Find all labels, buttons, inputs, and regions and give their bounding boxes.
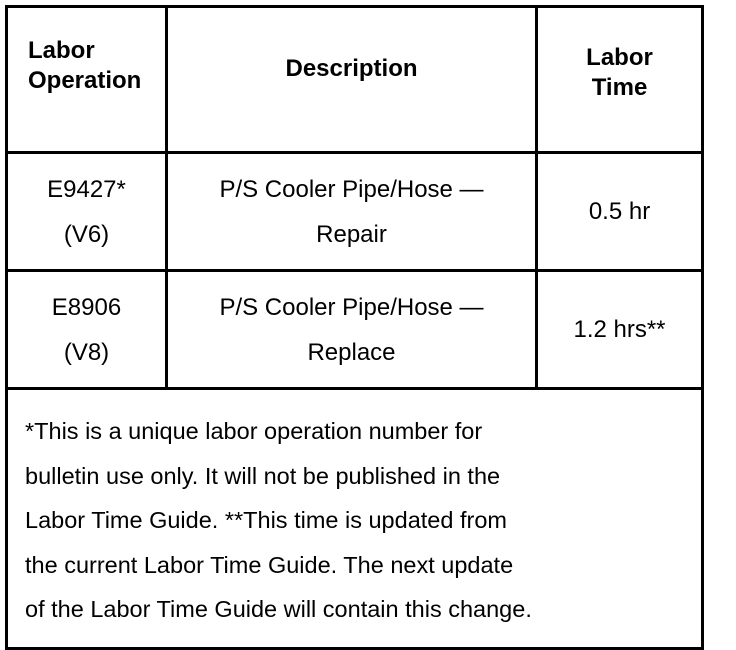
header-labor-time-line: Labor — [586, 43, 653, 71]
header-labor-time — [537, 7, 703, 153]
description-cell — [167, 271, 537, 389]
table-row — [7, 271, 703, 389]
labor-time-cell: 1.2 hrs** — [537, 271, 703, 389]
engine-type: (V6) — [63, 220, 110, 248]
header-labor-operation-line: Labor — [28, 36, 95, 64]
labor-operation-cell — [7, 271, 167, 389]
description-line: Repair — [316, 220, 387, 248]
header-labor-time-line: Time — [591, 73, 648, 101]
footnote-line: of the Labor Time Guide will contain this change. — [25, 596, 532, 622]
description-line: P/S Cooler Pipe/Hose — — [219, 293, 484, 321]
table-row — [7, 153, 703, 271]
engine-type: (V8) — [63, 338, 110, 366]
operation-code: E8906 — [51, 293, 122, 321]
operation-code: E9427* — [47, 175, 126, 203]
footnote-row — [7, 389, 703, 649]
header-labor-operation — [7, 7, 167, 153]
footnote-line: *This is a unique labor operation number for — [25, 418, 483, 444]
header-labor-operation-line: Operation — [28, 66, 142, 94]
footnote-line: Labor Time Guide. **This time is updated from — [25, 507, 507, 533]
labor-time-table — [5, 5, 704, 650]
table-header-row — [7, 7, 703, 153]
footnote-line: bulletin use only. It will not be published in the — [25, 462, 501, 489]
labor-time-cell: 0.5 hr — [537, 153, 703, 271]
footnote-line: the current Labor Time Guide. The next update — [25, 551, 514, 578]
description-line: P/S Cooler Pipe/Hose — — [219, 175, 484, 203]
header-description: Description — [167, 7, 537, 153]
footnote-cell — [7, 389, 703, 649]
labor-operation-cell — [7, 153, 167, 271]
description-cell — [167, 153, 537, 271]
description-line: Replace — [307, 338, 396, 366]
